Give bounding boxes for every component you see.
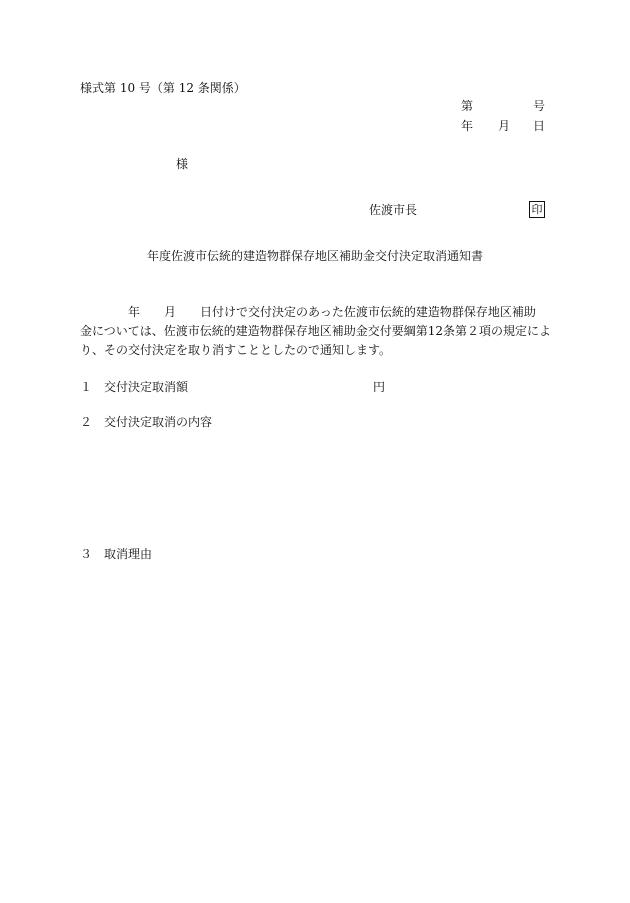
doc-number-suffix: 号	[532, 99, 545, 113]
body-line-2: 金については、佐渡市伝統的建造物群保存地区補助金交付要綱第12条第２項の規定によ	[80, 324, 552, 338]
body-line-3: り、その交付決定を取り消すこととしたので通知します。	[80, 343, 392, 357]
date-year: 年	[461, 119, 474, 133]
item-number: １	[80, 380, 93, 394]
item-number: ３	[80, 547, 93, 561]
date-day: 日	[532, 119, 545, 133]
addressee-honorific: 様	[176, 157, 189, 171]
doc-number-label: 第	[461, 99, 474, 113]
form-number: 様式第 10 号（第 12 条関係）	[80, 81, 246, 95]
sender-name: 佐渡市長	[369, 203, 418, 217]
amount-unit: 円	[373, 380, 386, 394]
item-label: 交付決定取消の内容	[104, 415, 213, 429]
document-title: 年度佐渡市伝統的建造物群保存地区補助金交付決定取消通知書	[146, 249, 483, 263]
item-number: ２	[80, 415, 93, 429]
item-label: 取消理由	[104, 547, 153, 561]
item-label: 交付決定取消額	[104, 380, 189, 394]
date-month: 月	[498, 119, 511, 133]
seal-mark: 印	[529, 201, 545, 218]
body-line-1: 年 月 日付けで交付決定のあった佐渡市伝統的建造物群保存地区補助	[80, 305, 536, 319]
